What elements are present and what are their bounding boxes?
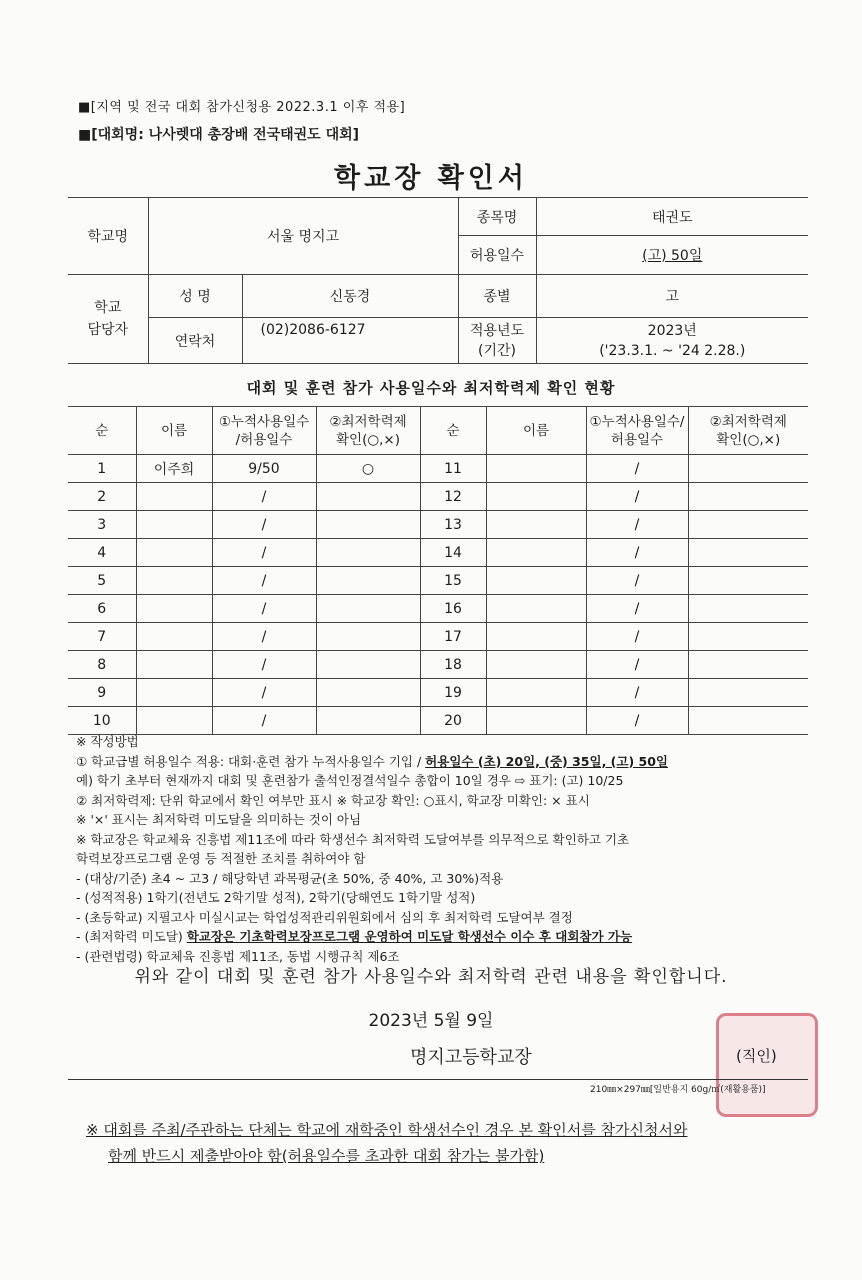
column-header: 이름 — [486, 407, 586, 455]
table-row — [68, 679, 808, 707]
days-value: (고) 50일 — [642, 248, 703, 264]
table-cell: / — [586, 539, 688, 567]
table-cell: 1 — [68, 455, 136, 483]
note-5: ※ 학교장은 학교체육 진흥법 제11조에 따라 학생선수 최저학력 도달여부를 의무적으로 확인하고 기초 — [76, 831, 630, 847]
note-6: 학력보장프로그램 운영 등 적절한 조치를 취하여야 함 — [76, 851, 366, 866]
table-cell — [688, 679, 808, 707]
column-header: ①누적사용일수 /허용일수 — [212, 407, 316, 455]
table-cell — [486, 455, 586, 483]
table-cell: / — [586, 595, 688, 623]
divider — [68, 1079, 808, 1080]
usage-table — [68, 406, 808, 735]
name-label: 성 명 — [148, 275, 242, 318]
table-cell — [486, 511, 586, 539]
table-cell: 16 — [420, 595, 486, 623]
table-cell: 12 — [420, 483, 486, 511]
table-cell — [486, 483, 586, 511]
table-cell — [688, 707, 808, 735]
table-cell: 13 — [420, 511, 486, 539]
table-cell: 9/50 — [212, 455, 316, 483]
table-cell: / — [212, 595, 316, 623]
table-cell — [688, 567, 808, 595]
table-cell: ○ — [316, 455, 420, 483]
confirmation-statement: 위와 같이 대회 및 훈련 참가 사용일수와 최저학력 관련 내용을 확인합니다. — [134, 967, 728, 987]
sport-label: 종목명 — [458, 198, 536, 236]
submission-warning — [86, 1117, 687, 1169]
table-cell: 14 — [420, 539, 486, 567]
table-cell — [316, 623, 420, 651]
kind-label: 종별 — [458, 275, 536, 318]
note-7: - (대상/기준) 초4 ~ 고3 / 해당학년 과목평균(초 50%, 중 40%, 고 30%)적용 — [76, 870, 504, 886]
instructions — [76, 732, 816, 966]
note-1: ① 학교급별 허용일수 적용: 대회·훈련 참가 누적사용일수 기입 / — [76, 753, 426, 769]
header-note: ■[지역 및 전국 대회 참가신청용 2022.3.1 이후 적용] — [78, 100, 406, 115]
table-cell — [688, 595, 808, 623]
table-cell: / — [212, 539, 316, 567]
info-table — [68, 197, 808, 364]
table-cell: 20 — [420, 707, 486, 735]
status-title: 대회 및 훈련 참가 사용일수와 최저학력제 확인 현황 — [246, 379, 616, 397]
table-cell: / — [212, 679, 316, 707]
year-value: 2023년 ('23.3.1. ~ '24 2.28.) — [536, 318, 808, 364]
sport-value: 태권도 — [536, 198, 808, 236]
table-row — [68, 567, 808, 595]
table-cell: / — [212, 707, 316, 735]
table-cell — [486, 679, 586, 707]
table-cell — [136, 511, 212, 539]
note-2: 예) 학기 초부터 현재까지 대회 및 훈련참가 출석인정결석일수 총합이 10일 경우 ⇨ 표기: (고) 10/25 — [76, 773, 624, 788]
name-value: 신동경 — [242, 275, 458, 318]
table-row — [68, 595, 808, 623]
table-cell: 10 — [68, 707, 136, 735]
table-cell: / — [586, 651, 688, 679]
note-8: - (성적적용) 1학기(전년도 2학기말 성적), 2학기(당해연도 1학기말 성적) — [76, 890, 476, 905]
table-row — [68, 651, 808, 679]
table-cell — [316, 511, 420, 539]
table-cell: / — [586, 483, 688, 511]
table-cell — [316, 595, 420, 623]
note-3: ② 최저학력제: 단위 학교에서 확인 여부만 표시 ※ 학교장 확인: ○표시, 학교장 미확인: × 표시 — [76, 792, 590, 808]
note-heading: ※ 작성방법 — [76, 734, 139, 749]
table-cell: 3 — [68, 511, 136, 539]
note-10: - (최저학력 미도달) — [76, 929, 187, 944]
manager-label: 학교 담당자 — [68, 275, 148, 364]
column-header: ②최저학력제 확인(○,×) — [316, 407, 420, 455]
table-cell: 17 — [420, 623, 486, 651]
table-cell — [486, 595, 586, 623]
table-cell — [136, 567, 212, 595]
note-4: ※ '×' 표시는 최저학력 미도달을 의미하는 것이 아님 — [76, 812, 362, 827]
table-row — [68, 707, 808, 735]
competition-name: ■[대회명: 나사렛대 총장배 전국태권도 대회] — [78, 127, 360, 143]
table-cell — [688, 455, 808, 483]
table-cell: / — [586, 567, 688, 595]
days-label: 허용일수 — [458, 236, 536, 275]
table-cell — [316, 567, 420, 595]
table-cell: / — [586, 707, 688, 735]
table-cell: / — [212, 511, 316, 539]
warning-line-2: 함께 반드시 제출받아야 함(허용일수를 초과한 대회 참가는 불가함) — [108, 1147, 545, 1165]
principal-name: 명지고등학교장 — [410, 1047, 532, 1068]
note-11: - (관련법령) 학교체육 진흥법 제11조, 동법 시행규칙 제6조 — [76, 948, 400, 964]
seal-label: (직인) — [736, 1047, 777, 1065]
table-cell — [486, 567, 586, 595]
column-header: ②최저학력제 확인(○,×) — [688, 407, 808, 455]
table-cell: 6 — [68, 595, 136, 623]
table-cell — [316, 483, 420, 511]
table-cell: 2 — [68, 483, 136, 511]
table-row — [68, 511, 808, 539]
table-cell — [688, 483, 808, 511]
issue-date: 2023년 5월 9일 — [368, 1011, 494, 1031]
table-cell — [136, 623, 212, 651]
table-cell — [688, 511, 808, 539]
table-cell — [486, 707, 586, 735]
table-cell: / — [212, 567, 316, 595]
note-10-underlined: 학교장은 기초학력보장프로그램 운영하여 미도달 학생선수 이수 후 대회참가 가능 — [186, 929, 633, 944]
table-cell: 15 — [420, 567, 486, 595]
table-cell: / — [586, 679, 688, 707]
table-cell — [136, 595, 212, 623]
table-cell — [316, 651, 420, 679]
paper-spec: 210㎜×297㎜[일반용지 60g/㎡(재활용품)] — [590, 1085, 766, 1095]
table-cell: / — [212, 483, 316, 511]
table-cell — [136, 651, 212, 679]
note-9: - (초등학교) 지필고사 미실시교는 학업성적관리위원회에서 심의 후 최저학력 도달여부 결정 — [76, 909, 573, 925]
contact-value: (02)2086-6127 — [242, 318, 458, 364]
table-cell — [688, 539, 808, 567]
table-cell — [486, 651, 586, 679]
table-cell: / — [212, 623, 316, 651]
table-cell — [486, 539, 586, 567]
column-header: ①누적사용일수/ 허용일수 — [586, 407, 688, 455]
column-header: 순 — [68, 407, 136, 455]
column-header: 이름 — [136, 407, 212, 455]
table-cell — [136, 679, 212, 707]
contact-label: 연락처 — [148, 318, 242, 364]
table-row — [68, 623, 808, 651]
table-cell — [688, 623, 808, 651]
table-row — [68, 455, 808, 483]
year-label: 적용년도 (기간) — [458, 318, 536, 364]
document-title: 학교장 확인서 — [334, 163, 528, 194]
table-row — [68, 483, 808, 511]
table-cell — [136, 539, 212, 567]
table-cell: 18 — [420, 651, 486, 679]
table-cell: / — [586, 623, 688, 651]
table-cell: 11 — [420, 455, 486, 483]
kind-value: 고 — [536, 275, 808, 318]
note-1-allowance: 허용일수 (초) 20일, (중) 35일, (고) 50일 — [425, 753, 668, 769]
school-label: 학교명 — [68, 198, 148, 275]
table-cell: / — [586, 511, 688, 539]
table-row — [68, 539, 808, 567]
table-cell: / — [586, 455, 688, 483]
table-cell — [316, 707, 420, 735]
table-cell: 9 — [68, 679, 136, 707]
table-cell — [316, 679, 420, 707]
school-value: 서울 명지고 — [148, 198, 458, 275]
table-cell: 19 — [420, 679, 486, 707]
table-cell: 이주희 — [136, 455, 212, 483]
table-cell — [136, 707, 212, 735]
table-cell: 7 — [68, 623, 136, 651]
table-cell — [688, 651, 808, 679]
table-cell — [316, 539, 420, 567]
warning-line-1: ※ 대회를 주최/주관하는 단체는 학교에 재학중인 학생선수인 경우 본 확인서를 참가신청서와 — [86, 1121, 688, 1139]
column-header: 순 — [420, 407, 486, 455]
table-cell: 5 — [68, 567, 136, 595]
table-cell — [486, 623, 586, 651]
table-cell — [136, 483, 212, 511]
table-cell: 8 — [68, 651, 136, 679]
table-cell: 4 — [68, 539, 136, 567]
table-cell: / — [212, 651, 316, 679]
